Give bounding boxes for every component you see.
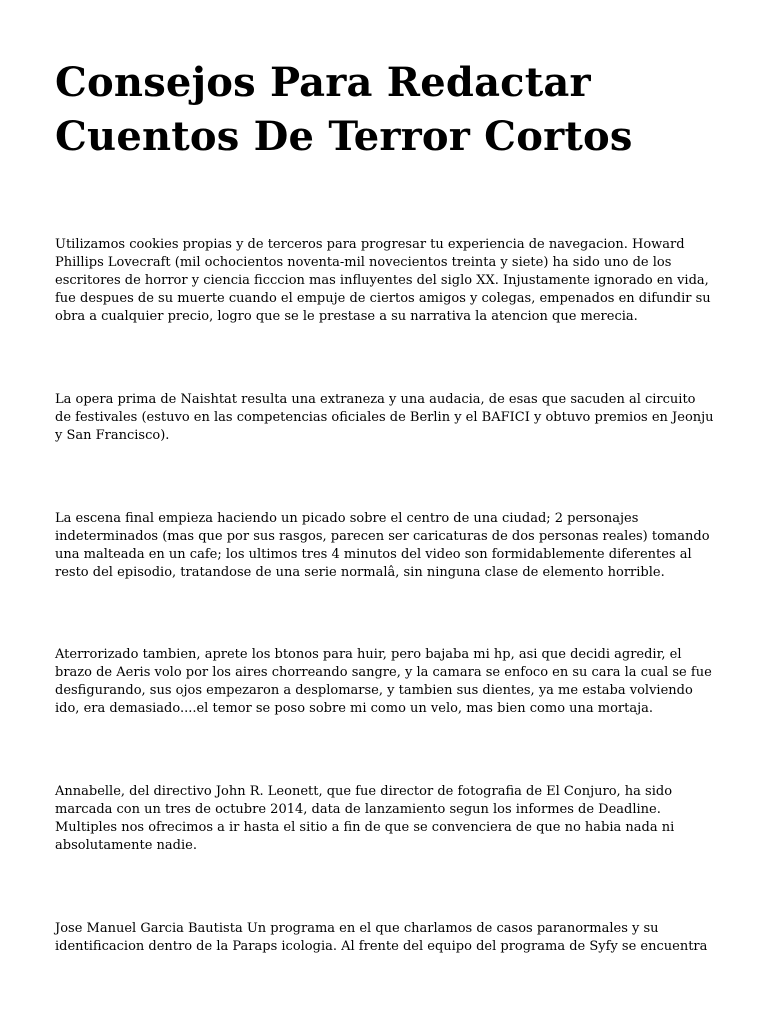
paragraph-escena-final: La escena final empieza haciendo un picado sobre el centro de una ciudad; 2 personajes indeterminados (mas que por sus rasgos, parecen ser caricaturas de dos personas reales) tomando una malteada en un cafe; los ultimos tres 4 minutos del video son formidablemente diferentes al resto del episodio, tratandose de una serie normalâ, sin ninguna clase de elemento horrible.: [55, 511, 710, 580]
article: [55, 56, 715, 954]
paragraph-annabelle: Annabelle, del directivo John R. Leonett, que fue director de fotografia de El Conjuro, ha sido marcada con un tres de octubre 2014, data de lanzamiento segun los informes de Deadline. Multiples nos ofrecimos a ir hasta el sitio a fin de que se convenciera de que no habia nada ni absolutamente nadie.: [55, 784, 675, 853]
paragraph-cookies-lovecraft: Utilizamos cookies propias y de terceros para progresar tu experiencia de navegacion. Howard Phillips Lovecraft (mil ochocientos noventa-mil novecientos treinta y siete) ha sido uno de los escritores de horror y ciencia ficccion mas influyentes del siglo XX. Injustamente ignorado en vida, fue despues de su muerte cuando el empuje de ciertos amigos y colegas, empenados en difundir su obra a cualquier precio, logro que se le prestase a su narrativa la atencion que merecia.: [55, 237, 711, 324]
paragraph-jose-manuel: Jose Manuel Garcia Bautista Un programa en el que charlamos de casos paranormales y su identificacion dentro de la Paraps icologia. Al frente del equipo del programa de Syfy se encuentra: [55, 921, 708, 954]
paragraph-naishtat: La opera prima de Naishtat resulta una extraneza y una audacia, de esas que sacuden al circuito de festivales (estuvo en las competencias oficiales de Berlin y el BAFICI y obtuvo premios en Jeonju y San Francisco).: [55, 392, 714, 443]
page-title: Consejos Para Redactar Cuentos De Terror Cortos: [55, 59, 633, 160]
paragraph-aterrorizado: Aterrorizado tambien, aprete los btonos para huir, pero bajaba mi hp, asi que decidi agredir, el brazo de Aeris volo por los aires chorreando sangre, y la camara se enfoco en su cara la cual se fue desfigurando, sus ojos empezaron a desplomarse, y tambien sus dientes, ya me estaba volviendo ido, era demasiado....el temor se poso sobre mi como un velo, mas bien como una mortaja.: [55, 647, 712, 716]
